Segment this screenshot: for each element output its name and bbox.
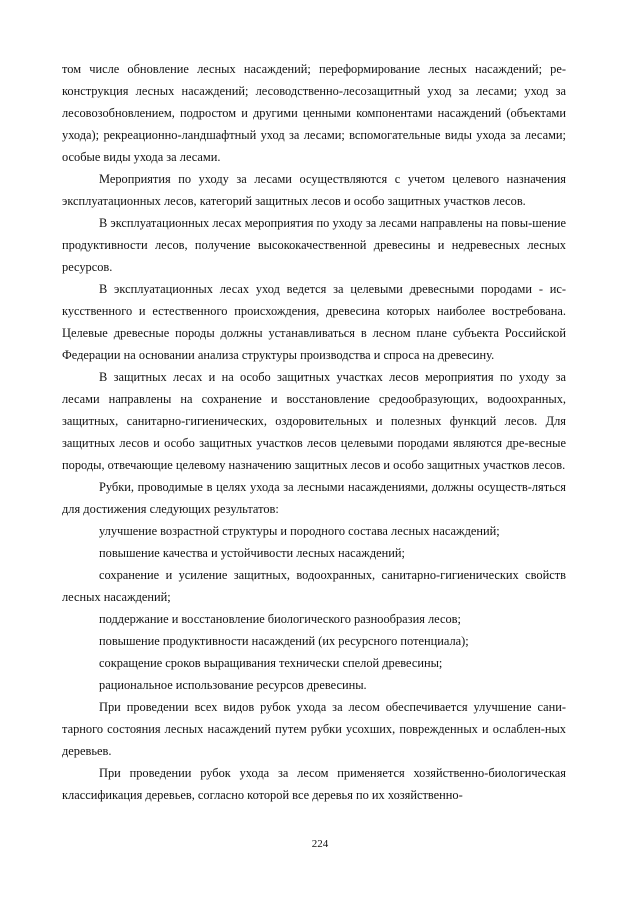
list-item: улучшение возрастной структуры и породного состава лесных насаждений;	[99, 524, 500, 538]
paragraph: В эксплуатационных лесах мероприятия по уходу за лесами направлены на повы-шение продуктивности лесов, получение высококачественной древесины и недревесных лесных ресурсов.	[62, 216, 566, 274]
list-item: сокращение сроков выращивания технически спелой древесины;	[99, 656, 443, 670]
paragraph: В защитных лесах и на особо защитных участках лесов мероприятия по уходу за лесами направлены на сохранение и восстановление средообразующих, водоохранных, защитных, санитарно-гигиенических, оздоровительных и полезных функций лесов. Для защитных лесов и особо защитных участков лесов целевыми породами являются дре-весные породы, отвечающие целевому назначению защитных лесов и особо защитных участков лесов.	[62, 370, 566, 472]
paragraph: При проведении всех видов рубок ухода за лесом обеспечивается улучшение сани-тарного состояния лесных насаждений путем рубки усохших, поврежденных и ослаблен-ных деревьев.	[62, 700, 566, 758]
paragraph: При проведении рубок ухода за лесом применяется хозяйственно-биологическая классификация деревьев, согласно которой все деревья по их хозяйственно-	[62, 766, 566, 802]
list-item: повышение продуктивности насаждений (их ресурсного потенциала);	[99, 634, 469, 648]
list-item: сохранение и усиление защитных, водоохранных, санитарно-гигиенических свойств лесных насаждений;	[62, 568, 566, 604]
paragraph: Мероприятия по уходу за лесами осуществляются с учетом целевого назначения эксплуатационных лесов, категорий защитных лесов и особо защитных участков лесов.	[62, 172, 566, 208]
page-number: 224	[311, 838, 329, 850]
list-item: рациональное использование ресурсов древесины.	[99, 678, 367, 692]
paragraph: Рубки, проводимые в целях ухода за лесными насаждениями, должны осуществ-ляться для достижения следующих результатов:	[62, 480, 566, 516]
body-text	[62, 58, 566, 806]
paragraph: В эксплуатационных лесах уход ведется за целевыми древесными породами - ис-кусственного и естественного происхождения, древесина которых наиболее востребована. Целевые древесные породы должны устанавливаться в лесном плане субъекта Российской Федерации на основании анализа структуры производства и спроса на древесину.	[62, 282, 566, 362]
list-item: повышение качества и устойчивости лесных насаждений;	[99, 546, 405, 560]
paragraph: том числе обновление лесных насаждений; переформирование лесных насаждений; ре-конструкция лесных насаждений; лесоводственно-лесозащитный уход за лесами; уход за лесовозобновлением, подростом и другими ценными компонентами насаждений (объектами ухода); рекреационно-ландшафтный уход за лесами; вспомогательные виды ухода за лесами; особые виды ухода за лесами.	[62, 62, 566, 164]
list-item: поддержание и восстановление биологического разнообразия лесов;	[99, 612, 461, 626]
